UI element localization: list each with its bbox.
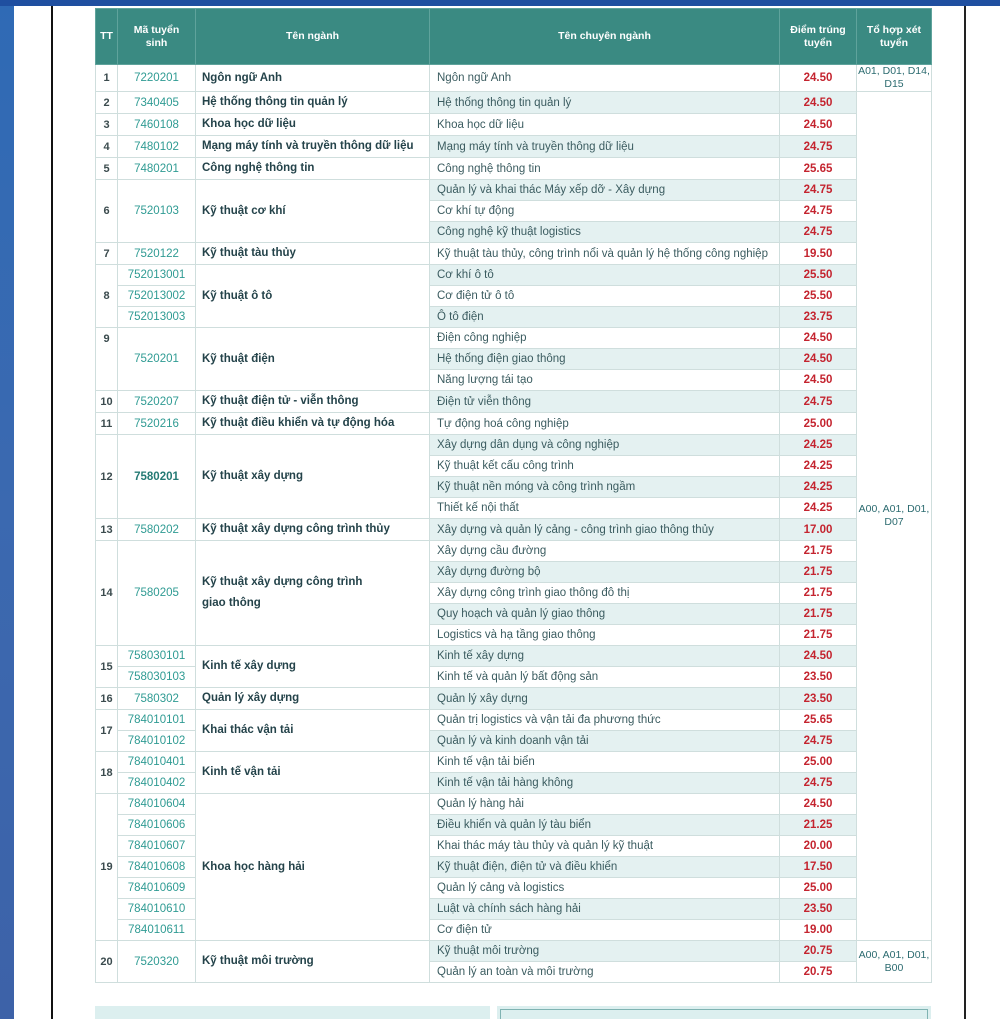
subject-combination: A00, A01, D01, D07 <box>857 92 932 941</box>
admission-code: 784010607 <box>118 836 196 857</box>
admission-score: 25.00 <box>780 878 857 899</box>
major-name: Ngôn ngữ Anh <box>196 65 430 92</box>
admission-code: 784010610 <box>118 899 196 920</box>
admission-score: 24.25 <box>780 477 857 498</box>
admission-score: 24.75 <box>780 731 857 752</box>
row-number: 16 <box>96 688 118 710</box>
specialization-name: Xây dựng dân dụng và công nghiệp <box>430 435 780 456</box>
specialization-name: Quản lý cảng và logistics <box>430 878 780 899</box>
row-number: 18 <box>96 752 118 794</box>
table-row <box>96 243 932 265</box>
admission-code: 7580302 <box>118 688 196 710</box>
admission-code: 7580201 <box>118 435 196 519</box>
admission-score: 24.75 <box>780 201 857 222</box>
admission-code: 7580205 <box>118 541 196 646</box>
row-number: 20 <box>96 941 118 983</box>
background-right-edge <box>986 0 1000 1019</box>
admission-code: 752013001 <box>118 265 196 286</box>
admission-code: 7520320 <box>118 941 196 983</box>
table-row <box>96 114 932 136</box>
admission-scores-table-container <box>95 8 931 983</box>
admission-score: 21.75 <box>780 604 857 625</box>
admission-score: 24.50 <box>780 114 857 136</box>
specialization-name: Quản lý và kinh doanh vận tải <box>430 731 780 752</box>
specialization-name: Kỹ thuật nền móng và công trình ngầm <box>430 477 780 498</box>
specialization-name: Ô tô điện <box>430 307 780 328</box>
major-name: Kỹ thuật xây dựng công trình thủy <box>196 519 430 541</box>
specialization-name: Xây dựng công trình giao thông đô thị <box>430 583 780 604</box>
admission-code: 784010401 <box>118 752 196 773</box>
admission-code: 784010102 <box>118 731 196 752</box>
admission-code: 7480102 <box>118 136 196 158</box>
specialization-name: Cơ điện tử ô tô <box>430 286 780 307</box>
admission-score: 24.75 <box>780 180 857 201</box>
header-code: Mã tuyển sinh <box>118 9 196 65</box>
admission-score: 24.50 <box>780 328 857 349</box>
specialization-name: Năng lượng tái tạo <box>430 370 780 391</box>
table-row <box>96 413 932 435</box>
admission-score: 24.75 <box>780 773 857 794</box>
specialization-name: Cơ khí tự động <box>430 201 780 222</box>
row-number: 17 <box>96 710 118 752</box>
row-number: 2 <box>96 92 118 114</box>
footer-panel-right-border <box>500 1009 928 1019</box>
specialization-name: Ngôn ngữ Anh <box>430 65 780 92</box>
admission-score: 23.50 <box>780 688 857 710</box>
admission-code: 752013003 <box>118 307 196 328</box>
admission-score: 21.25 <box>780 815 857 836</box>
major-name: Kỹ thuật xây dựng <box>196 435 430 519</box>
specialization-name: Mạng máy tính và truyền thông dữ liệu <box>430 136 780 158</box>
specialization-name: Kinh tế xây dựng <box>430 646 780 667</box>
admission-code: 784010402 <box>118 773 196 794</box>
admission-score: 20.75 <box>780 941 857 962</box>
specialization-name: Cơ khí ô tô <box>430 265 780 286</box>
specialization-name: Luật và chính sách hàng hải <box>430 899 780 920</box>
admission-code: 7480201 <box>118 158 196 180</box>
admission-scores-table <box>95 8 932 983</box>
admission-score: 25.65 <box>780 158 857 180</box>
row-number: 11 <box>96 413 118 435</box>
admission-code: 752013002 <box>118 286 196 307</box>
row-number: 9 <box>96 328 118 391</box>
major-name: Kỹ thuật môi trường <box>196 941 430 983</box>
table-row <box>96 688 932 710</box>
subject-combination: A01, D01, D14, D15 <box>858 65 930 90</box>
admission-code: 7580202 <box>118 519 196 541</box>
table-body <box>96 65 932 983</box>
major-name: Kỹ thuật tàu thủy <box>196 243 430 265</box>
major-name: Công nghệ thông tin <box>196 158 430 180</box>
footer-panel-left <box>95 1006 490 1019</box>
table-row <box>96 435 932 456</box>
specialization-name: Quản lý an toàn và môi trường <box>430 962 780 983</box>
specialization-name: Kỹ thuật điện, điện tử và điều khiển <box>430 857 780 878</box>
table-row <box>96 519 932 541</box>
admission-code: 7520103 <box>118 180 196 243</box>
header-combo: Tổ hợp xét tuyển <box>857 9 932 65</box>
major-name: Kinh tế xây dựng <box>196 646 430 688</box>
row-number: 1 <box>96 65 118 92</box>
header-score: Điểm trúng tuyển <box>780 9 857 65</box>
admission-score: 17.50 <box>780 857 857 878</box>
table-row <box>96 158 932 180</box>
header-tt: TT <box>96 9 118 65</box>
row-number: 13 <box>96 519 118 541</box>
admission-code: 784010604 <box>118 794 196 815</box>
major-name: Kỹ thuật điều khiển và tự động hóa <box>196 413 430 435</box>
table-row <box>96 794 932 815</box>
table-row <box>96 752 932 773</box>
specialization-name: Kỹ thuật môi trường <box>430 941 780 962</box>
specialization-name: Logistics và hạ tầng giao thông <box>430 625 780 646</box>
admission-score: 25.00 <box>780 752 857 773</box>
admission-score: 21.75 <box>780 583 857 604</box>
admission-code: 784010611 <box>118 920 196 941</box>
table-row <box>96 265 932 286</box>
specialization-name: Khoa học dữ liệu <box>430 114 780 136</box>
admission-score: 20.00 <box>780 836 857 857</box>
major-name: Kỹ thuật ô tô <box>196 265 430 328</box>
table-row <box>96 710 932 731</box>
admission-score: 19.00 <box>780 920 857 941</box>
admission-code: 7340405 <box>118 92 196 114</box>
admission-score: 21.75 <box>780 625 857 646</box>
admission-code: 784010606 <box>118 815 196 836</box>
admission-score: 19.50 <box>780 243 857 265</box>
admission-score: 21.75 <box>780 541 857 562</box>
admission-code: 784010101 <box>118 710 196 731</box>
specialization-name: Cơ điện tử <box>430 920 780 941</box>
admission-score: 24.50 <box>780 794 857 815</box>
admission-score: 24.75 <box>780 136 857 158</box>
admission-score: 24.75 <box>780 222 857 243</box>
row-number: 7 <box>96 243 118 265</box>
specialization-name: Kinh tế vận tải hàng không <box>430 773 780 794</box>
admission-score: 21.75 <box>780 562 857 583</box>
background-left-edge <box>0 0 14 1019</box>
table-row <box>96 92 932 114</box>
admission-score: 24.50 <box>780 370 857 391</box>
table-row <box>96 646 932 667</box>
admission-score: 24.25 <box>780 456 857 477</box>
major-name: Mạng máy tính và truyền thông dữ liệu <box>196 136 430 158</box>
specialization-name: Công nghệ kỹ thuật logistics <box>430 222 780 243</box>
specialization-name: Xây dựng cầu đường <box>430 541 780 562</box>
admission-score: 17.00 <box>780 519 857 541</box>
top-blue-bar <box>0 0 1000 6</box>
row-number: 6 <box>96 180 118 243</box>
table-row <box>96 180 932 201</box>
specialization-name: Điện tử viễn thông <box>430 391 780 413</box>
admission-score: 23.50 <box>780 667 857 688</box>
specialization-name: Hệ thống thông tin quản lý <box>430 92 780 114</box>
row-number: 4 <box>96 136 118 158</box>
admission-code: 7520122 <box>118 243 196 265</box>
admission-score: 23.50 <box>780 899 857 920</box>
admission-code: 7220201 <box>118 65 196 92</box>
admission-code: 7520216 <box>118 413 196 435</box>
specialization-name: Điều khiển và quản lý tàu biển <box>430 815 780 836</box>
specialization-name: Xây dựng và quản lý cảng - công trình giao thông thủy <box>430 519 780 541</box>
page-border-right <box>964 6 966 1019</box>
major-name: Quản lý xây dựng <box>196 688 430 710</box>
admission-code: 758030101 <box>118 646 196 667</box>
admission-code: 7460108 <box>118 114 196 136</box>
specialization-name: Quản lý hàng hải <box>430 794 780 815</box>
admission-score: 20.75 <box>780 962 857 983</box>
admission-score: 24.50 <box>780 646 857 667</box>
page-border-left <box>51 6 53 1019</box>
table-row <box>96 941 932 962</box>
admission-score: 24.50 <box>780 92 857 114</box>
table-row <box>96 136 932 158</box>
specialization-name: Điện công nghiệp <box>430 328 780 349</box>
specialization-name: Thiết kế nội thất <box>430 498 780 519</box>
specialization-name: Quản trị logistics và vận tải đa phương thức <box>430 710 780 731</box>
specialization-name: Quy hoạch và quản lý giao thông <box>430 604 780 625</box>
footer-panel-right <box>497 1006 931 1019</box>
major-name: Kỹ thuật xây dựng công trình giao thông <box>196 541 430 646</box>
header-major: Tên ngành <box>196 9 430 65</box>
subject-combination: A00, A01, D01, B00 <box>857 941 932 983</box>
header-specialization: Tên chuyên ngành <box>430 9 780 65</box>
major-name: Kỹ thuật cơ khí <box>196 180 430 243</box>
specialization-name: Công nghệ thông tin <box>430 158 780 180</box>
table-header-row <box>96 9 932 65</box>
admission-score: 24.75 <box>780 391 857 413</box>
table-row <box>96 541 932 562</box>
admission-score: 25.00 <box>780 413 857 435</box>
table-row <box>96 328 932 349</box>
table-row <box>96 65 932 92</box>
row-number: 10 <box>96 391 118 413</box>
specialization-name: Hệ thống điện giao thông <box>430 349 780 370</box>
row-number: 8 <box>96 265 118 328</box>
admission-score: 24.50 <box>780 65 857 92</box>
row-number: 12 <box>96 435 118 519</box>
specialization-name: Kỹ thuật tàu thủy, công trình nổi và quản lý hệ thống công nghiệp <box>430 243 780 265</box>
row-number: 15 <box>96 646 118 688</box>
specialization-name: Quản lý xây dựng <box>430 688 780 710</box>
row-number: 3 <box>96 114 118 136</box>
row-number: 14 <box>96 541 118 646</box>
admission-score: 24.25 <box>780 498 857 519</box>
admission-score: 25.50 <box>780 286 857 307</box>
row-number: 19 <box>96 794 118 941</box>
major-name: Khoa học dữ liệu <box>196 114 430 136</box>
major-name: Khai thác vận tải <box>196 710 430 752</box>
admission-code: 758030103 <box>118 667 196 688</box>
specialization-name: Quản lý và khai thác Máy xếp dỡ - Xây dựng <box>430 180 780 201</box>
table-row <box>96 391 932 413</box>
admission-score: 25.50 <box>780 265 857 286</box>
major-name: Hệ thống thông tin quản lý <box>196 92 430 114</box>
admission-code: 7520207 <box>118 391 196 413</box>
major-name: Kỹ thuật điện tử - viễn thông <box>196 391 430 413</box>
specialization-name: Kỹ thuật kết cấu công trình <box>430 456 780 477</box>
row-number: 5 <box>96 158 118 180</box>
admission-score: 24.25 <box>780 435 857 456</box>
major-name: Kinh tế vận tải <box>196 752 430 794</box>
admission-score: 25.65 <box>780 710 857 731</box>
specialization-name: Xây dựng đường bộ <box>430 562 780 583</box>
specialization-name: Khai thác máy tàu thủy và quản lý kỹ thuật <box>430 836 780 857</box>
admission-score: 23.75 <box>780 307 857 328</box>
specialization-name: Tự động hoá công nghiệp <box>430 413 780 435</box>
admission-score: 24.50 <box>780 349 857 370</box>
specialization-name: Kinh tế vận tải biển <box>430 752 780 773</box>
admission-code: 7520201 <box>118 328 196 391</box>
admission-code: 784010608 <box>118 857 196 878</box>
major-name: Kỹ thuật điện <box>196 328 430 391</box>
specialization-name: Kinh tế và quản lý bất động sản <box>430 667 780 688</box>
admission-code: 784010609 <box>118 878 196 899</box>
major-name: Khoa học hàng hải <box>196 794 430 941</box>
